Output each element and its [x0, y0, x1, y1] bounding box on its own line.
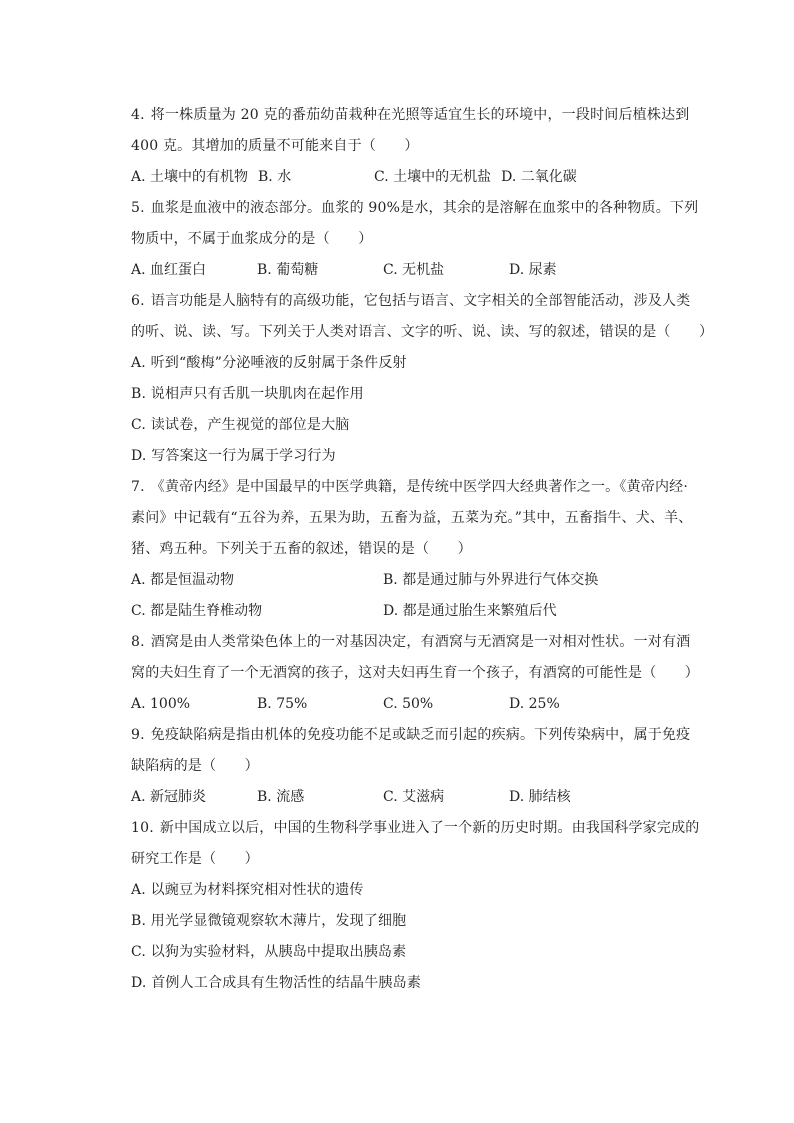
options-row: [131, 782, 711, 813]
question-stem-line: 10. 新中国成立以后，中国的生物科学事业进入了一个新的历史时期。由我国科学家完成的: [131, 813, 711, 844]
option-c[interactable]: C. 无机盐: [383, 262, 445, 278]
question-stem-line: 物质中，不属于血浆成分的是（ ）: [131, 231, 373, 247]
option-b[interactable]: B. 说相声只有舌肌一块肌肉在起作用: [131, 386, 364, 402]
option-a[interactable]: A. 以豌豆为材料探究相对性状的遗传: [131, 882, 364, 898]
option-a[interactable]: A. 听到“酸梅”分泌唾液的反射属于条件反射: [131, 355, 407, 371]
options-row: [131, 565, 711, 596]
option-c[interactable]: C. 50%: [383, 696, 434, 712]
question-stem-line: 9. 免疫缺陷病是指由机体的免疫功能不足或缺乏而引起的疾病。下列传染病中，属于免疫: [131, 720, 711, 751]
option-a[interactable]: A. 100%: [131, 696, 191, 712]
option-b[interactable]: B. 水: [258, 169, 292, 185]
question-stem-line: 7. 《黄帝内经》是中国最早的中医学典籍，是传统中医学四大经典著作之一。《黄帝内经·: [131, 472, 711, 503]
question-number: 6.: [131, 293, 145, 309]
option-d[interactable]: D. 肺结核: [509, 789, 571, 805]
option-d[interactable]: D. 写答案这一行为属于学习行为: [131, 448, 336, 464]
option-c[interactable]: C. 读试卷，产生视觉的部位是大脑: [131, 417, 350, 433]
option-d[interactable]: D. 二氧化碳: [501, 169, 577, 185]
option-a[interactable]: A. 新冠肺炎: [131, 789, 207, 805]
question-number: 10.: [131, 820, 154, 836]
question-9: [131, 720, 711, 813]
question-stem-line: 4. 将一株质量为 20 克的番茄幼苗栽种在光照等适宜生长的环境中，一段时间后植株达到: [131, 100, 711, 131]
question-stem-line: 素问》中记载有“五谷为养，五果为助，五畜为益，五菜为充。”其中，五畜指牛、犬、羊、: [131, 510, 693, 526]
question-stem-line: 8. 酒窝是由人类常染色体上的一对基因决定，有酒窝与无酒窝是一对相对性状。一对有酒: [131, 627, 711, 658]
question-7: [131, 472, 711, 627]
options-row: [131, 689, 711, 720]
question-number: 9.: [131, 727, 145, 743]
question-stem-line: 400 克。其增加的质量不可能来自于（ ）: [131, 138, 419, 154]
question-stem-line: 5. 血浆是血液中的液态部分。血浆的 90%是水，其余的是溶解在血浆中的各种物质。下列: [131, 193, 711, 224]
question-4: [131, 100, 711, 193]
question-stem-line: 窝的夫妇生育了一个无酒窝的孩子，这对夫妇再生育一个孩子，有酒窝的可能性是（ ）: [131, 665, 699, 681]
option-a[interactable]: A. 土壤中的有机物: [131, 169, 249, 185]
question-stem-line: 6. 语言功能是人脑特有的高级功能，它包括与语言、文字相关的全部智能活动，涉及人类: [131, 286, 711, 317]
option-d[interactable]: D. 都是通过胎生来繁殖后代: [383, 603, 557, 619]
question-stem-line: 缺陷病的是（ ）: [131, 758, 259, 774]
question-number: 8.: [131, 634, 145, 650]
question-stem-line: 猪、鸡五种。下列关于五畜的叙述，错误的是（ ）: [131, 541, 472, 557]
option-d[interactable]: D. 首例人工合成具有生物活性的结晶牛胰岛素: [131, 975, 422, 991]
option-b[interactable]: B. 都是通过肺与外界进行气体交换: [383, 572, 599, 588]
option-c[interactable]: C. 艾滋病: [383, 789, 445, 805]
option-a[interactable]: A. 血红蛋白: [131, 262, 207, 278]
option-d[interactable]: D. 25%: [509, 696, 560, 712]
option-c[interactable]: C. 土壤中的无机盐: [374, 169, 492, 185]
options-row: [131, 255, 711, 286]
option-b[interactable]: B. 流感: [257, 789, 305, 805]
question-stem-line: 的听、说、读、写。下列关于人类对语言、文字的听、说、读、写的叙述，错误的是（ ）: [131, 324, 714, 340]
question-list: [131, 100, 714, 999]
option-b[interactable]: B. 葡萄糖: [257, 262, 319, 278]
options-row: [131, 596, 711, 627]
option-c[interactable]: C. 以狗为实验材料，从胰岛中提取出胰岛素: [131, 944, 407, 960]
question-6: [131, 286, 714, 472]
option-b[interactable]: B. 用光学显微镜观察软木薄片，发现了细胞: [131, 913, 407, 929]
question-10: [131, 813, 711, 999]
question-8: [131, 627, 711, 720]
question-stem-line: 研究工作是（ ）: [131, 851, 259, 867]
options-row: [131, 162, 711, 193]
question-number: 5.: [131, 200, 145, 216]
option-d[interactable]: D. 尿素: [509, 262, 557, 278]
question-number: 4.: [131, 107, 145, 123]
question-number: 7.: [131, 479, 145, 495]
option-a[interactable]: A. 都是恒温动物: [131, 572, 235, 588]
option-c[interactable]: C. 都是陆生脊椎动物: [131, 603, 263, 619]
question-5: [131, 193, 711, 286]
option-b[interactable]: B. 75%: [257, 696, 308, 712]
